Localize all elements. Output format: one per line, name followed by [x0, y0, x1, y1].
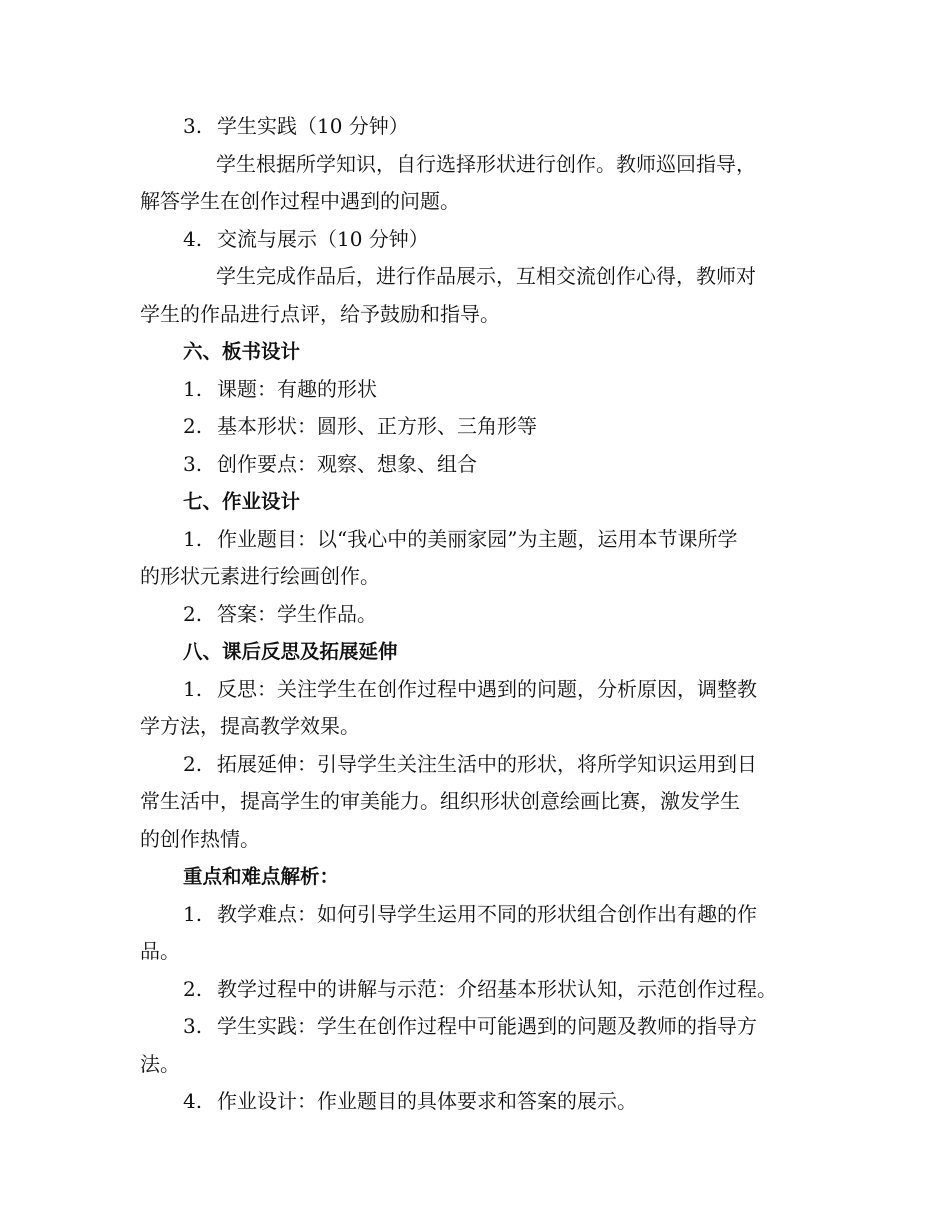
list-item	[140, 596, 810, 634]
item-text: 交流与展示（10 分钟）	[217, 226, 429, 251]
item-number: 1.	[183, 526, 203, 551]
item-number: 3.	[183, 451, 203, 476]
paragraph-line: 品。	[140, 939, 180, 963]
item-text: 教学过程中的讲解与示范：介绍基本形状认知，示范创作过程。	[217, 976, 777, 1001]
section-heading: 八、课后反思及拓展延伸	[183, 640, 398, 663]
paragraph-line: 常生活中，提高学生的审美能力。组织形状创意绘画比赛，激发学生	[140, 789, 740, 813]
item-text: 学生实践：学生在创作过程中可能遇到的问题及教师的指导方	[217, 1014, 757, 1038]
item-number: 4.	[183, 1089, 203, 1113]
paragraph-line: 法。	[140, 1051, 180, 1076]
document-body	[140, 108, 810, 1121]
list-item	[140, 408, 810, 446]
item-number: 1.	[183, 901, 203, 926]
item-text: 基本形状：圆形、正方形、三角形等	[217, 414, 537, 438]
paragraph-line: 学生的作品进行点评，给予鼓励和指导。	[140, 301, 500, 326]
item-number: 3.	[183, 1014, 203, 1038]
paragraph-line: 学方法，提高教学效果。	[140, 714, 360, 738]
section-heading: 重点和难点解析：	[183, 865, 340, 888]
list-item	[140, 896, 810, 934]
section-heading: 六、板书设计	[183, 340, 301, 363]
section-heading: 七、作业设计	[183, 490, 301, 513]
list-item	[140, 1083, 810, 1121]
list-item	[140, 671, 810, 709]
item-text: 学生实践（10 分钟）	[217, 114, 409, 138]
list-item	[140, 371, 810, 409]
paragraph-line: 的形状元素进行绘画创作。	[140, 564, 380, 588]
item-text: 教学难点：如何引导学生运用不同的形状组合创作出有趣的作	[217, 901, 757, 926]
item-text: 作业题目：以“我心中的美丽家园”为主题，运用本节课所学	[217, 526, 738, 551]
list-item	[140, 221, 810, 259]
item-number: 2.	[183, 601, 203, 626]
paragraph-line: 的创作热情。	[140, 826, 260, 851]
item-number: 2.	[183, 414, 203, 438]
item-text: 作业设计：作业题目的具体要求和答案的展示。	[217, 1089, 637, 1113]
item-text: 创作要点：观察、想象、组合	[217, 451, 477, 476]
item-text: 答案：学生作品。	[217, 601, 377, 626]
list-item	[140, 108, 810, 146]
item-number: 2.	[183, 976, 203, 1001]
paragraph-line: 学生根据所学知识，自行选择形状进行创作。教师巡回指导，	[216, 151, 756, 176]
item-number: 2.	[183, 751, 203, 776]
list-item	[140, 971, 810, 1009]
paragraph-line: 解答学生在创作过程中遇到的问题。	[140, 189, 460, 213]
list-item	[140, 521, 810, 559]
item-number: 3.	[183, 114, 203, 138]
item-text: 课题：有趣的形状	[217, 376, 377, 401]
item-number: 4.	[183, 226, 203, 251]
list-item	[140, 1008, 810, 1046]
item-text: 反思：关注学生在创作过程中遇到的问题，分析原因，调整教	[217, 676, 757, 701]
list-item	[140, 746, 810, 784]
item-number: 1.	[183, 376, 203, 401]
list-item	[140, 446, 810, 484]
item-text: 拓展延伸：引导学生关注生活中的形状，将所学知识运用到日	[217, 751, 757, 776]
paragraph-line: 学生完成作品后，进行作品展示，互相交流创作心得，教师对	[216, 264, 756, 288]
item-number: 1.	[183, 676, 203, 701]
